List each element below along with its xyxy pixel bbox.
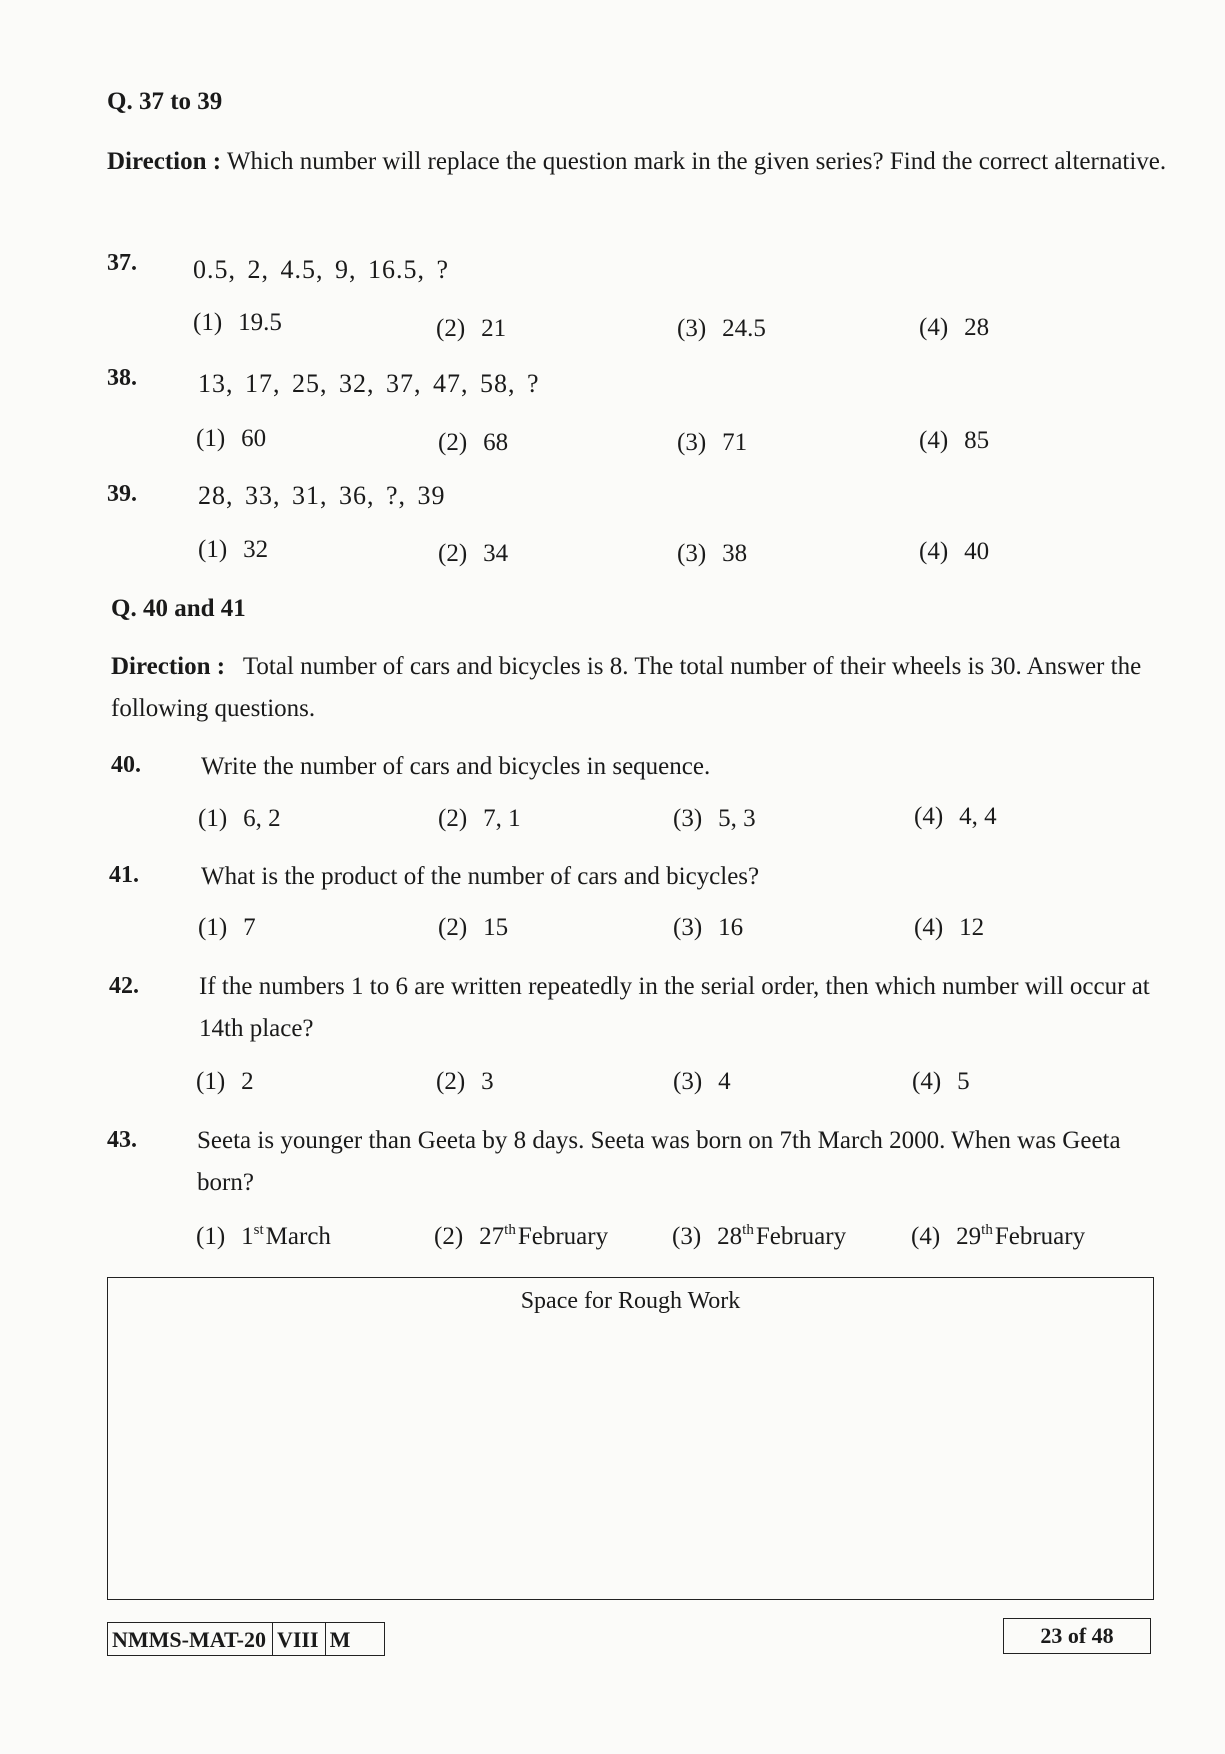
option-day: 29 [956, 1223, 982, 1250]
option-value: 7 [243, 914, 256, 941]
option-number: (3) [673, 914, 703, 941]
option-number: (3) [673, 805, 703, 832]
option-number: (2) [436, 315, 466, 342]
page-number: 23 of 48 [1003, 1618, 1151, 1654]
option-day: 27 [479, 1223, 505, 1250]
question-number: 42. [109, 973, 139, 999]
option-number: (3) [677, 540, 707, 567]
option[interactable] [919, 538, 989, 566]
option-number: (1) [196, 425, 226, 452]
option[interactable] [196, 1068, 254, 1096]
option-value: 68 [483, 429, 509, 456]
option-value: 71 [722, 429, 748, 456]
direction-label: Direction : [111, 653, 226, 680]
option[interactable] [196, 1222, 331, 1251]
option-ordinal: st [253, 1222, 264, 1238]
option-value: 85 [964, 427, 990, 454]
question-text: Seeta is younger than Geeta by 8 days. Seeta was born on 7th March 2000. When was Geeta born? [197, 1127, 1121, 1196]
paper-code-part: VIII [273, 1623, 326, 1655]
paper-code [107, 1622, 385, 1656]
option-number: (2) [438, 805, 468, 832]
option[interactable] [673, 805, 756, 833]
question-number: 37. [107, 250, 137, 276]
option[interactable] [438, 540, 508, 568]
section-title: Q. 37 to 39 [107, 88, 223, 115]
option-value: 24.5 [722, 315, 766, 342]
option-value: 4, 4 [959, 803, 997, 830]
option-number: (1) [193, 309, 223, 336]
option[interactable] [919, 427, 989, 455]
option-month: February [994, 1223, 1086, 1250]
option[interactable] [198, 914, 256, 942]
paper-code-part: M [329, 1627, 351, 1652]
option[interactable] [438, 914, 508, 942]
section-title: Q. 40 and 41 [111, 595, 246, 622]
option-number: (4) [919, 538, 949, 565]
option-ordinal: th [981, 1222, 993, 1238]
option-number: (3) [677, 429, 707, 456]
question-number: 40. [111, 752, 141, 778]
option-value: 12 [959, 914, 985, 941]
option-month: February [517, 1223, 609, 1250]
option-number: (1) [196, 1068, 226, 1095]
option-number: (3) [672, 1223, 702, 1250]
option[interactable] [914, 914, 984, 942]
option-number: (1) [196, 1223, 226, 1250]
option-value: 4 [718, 1068, 731, 1095]
option[interactable] [677, 315, 766, 343]
option-number: (2) [438, 429, 468, 456]
direction-text: Total number of cars and bicycles is 8. The total number of their wheels is 30. Answer the following questions. [111, 653, 1142, 722]
option-number: (4) [914, 914, 944, 941]
option-value: 38 [722, 540, 748, 567]
option-value: 15 [483, 914, 509, 941]
option[interactable] [436, 315, 506, 343]
option-value: 7, 1 [483, 805, 521, 832]
option-number: (1) [198, 914, 228, 941]
question-text: What is the product of the number of cars and bicycles? [201, 863, 760, 890]
option-number: (3) [677, 315, 707, 342]
option-value: 5, 3 [718, 805, 756, 832]
option[interactable] [198, 805, 281, 833]
option[interactable] [672, 1222, 846, 1251]
question-number: 39. [107, 481, 137, 507]
option-number: (1) [198, 805, 228, 832]
option[interactable] [673, 914, 743, 942]
option-value: 40 [964, 538, 990, 565]
option[interactable] [193, 309, 282, 337]
option-number: (2) [438, 540, 468, 567]
option-number: (4) [919, 427, 949, 454]
option-number: (2) [434, 1223, 464, 1250]
option-value: 19.5 [238, 309, 282, 336]
option[interactable] [434, 1222, 608, 1251]
option-month: February [755, 1223, 847, 1250]
option-day: 1 [241, 1223, 254, 1250]
question-text: 28, 33, 31, 36, ?, 39 [198, 481, 446, 510]
option-month: March [265, 1223, 331, 1250]
question-number: 41. [109, 862, 139, 888]
option[interactable] [438, 805, 521, 833]
question-number: 43. [107, 1127, 137, 1153]
option[interactable] [919, 314, 989, 342]
rough-work-label: Space for Rough Work [520, 1288, 741, 1314]
rough-work-box [107, 1277, 1154, 1600]
option[interactable] [677, 540, 747, 568]
section-direction [107, 141, 1167, 183]
option-day: 28 [717, 1223, 743, 1250]
direction-label: Direction : [107, 148, 222, 175]
option-value: 60 [241, 425, 267, 452]
option-value: 3 [481, 1068, 494, 1095]
option[interactable] [198, 536, 268, 564]
option-number: (4) [911, 1223, 941, 1250]
option-number: (3) [673, 1068, 703, 1095]
option[interactable] [196, 425, 266, 453]
direction-text: Which number will replace the question mark in the given series? Find the correct alternative. [226, 148, 1167, 175]
option-ordinal: th [504, 1222, 516, 1238]
option[interactable] [677, 429, 747, 457]
option-number: (4) [912, 1068, 942, 1095]
option-number: (1) [198, 536, 228, 563]
option-value: 5 [957, 1068, 970, 1095]
option[interactable] [436, 1068, 494, 1096]
paper-code-part: NMMS-MAT-20 [108, 1623, 273, 1655]
option-value: 34 [483, 540, 509, 567]
question-text: 0.5, 2, 4.5, 9, 16.5, ? [193, 255, 450, 284]
option-value: 6, 2 [243, 805, 281, 832]
option[interactable] [912, 1068, 970, 1096]
option[interactable] [438, 429, 508, 457]
option-number: (2) [436, 1068, 466, 1095]
option-ordinal: th [742, 1222, 754, 1238]
option-value: 28 [964, 314, 990, 341]
option-number: (4) [914, 803, 944, 830]
section-direction [111, 646, 1171, 730]
option-number: (4) [919, 314, 949, 341]
question-text: If the numbers 1 to 6 are written repeatedly in the serial order, then which number will occur at 14th place? [199, 973, 1150, 1042]
question-text: 13, 17, 25, 32, 37, 47, 58, ? [198, 369, 540, 398]
question-number: 38. [107, 365, 137, 391]
option[interactable] [911, 1222, 1085, 1251]
option-value: 32 [243, 536, 269, 563]
option-value: 21 [481, 315, 507, 342]
question-text: Write the number of cars and bicycles in sequence. [201, 753, 711, 780]
option-value: 2 [241, 1068, 254, 1095]
option-value: 16 [718, 914, 744, 941]
option-number: (2) [438, 914, 468, 941]
option[interactable] [914, 803, 997, 831]
option[interactable] [673, 1068, 731, 1096]
